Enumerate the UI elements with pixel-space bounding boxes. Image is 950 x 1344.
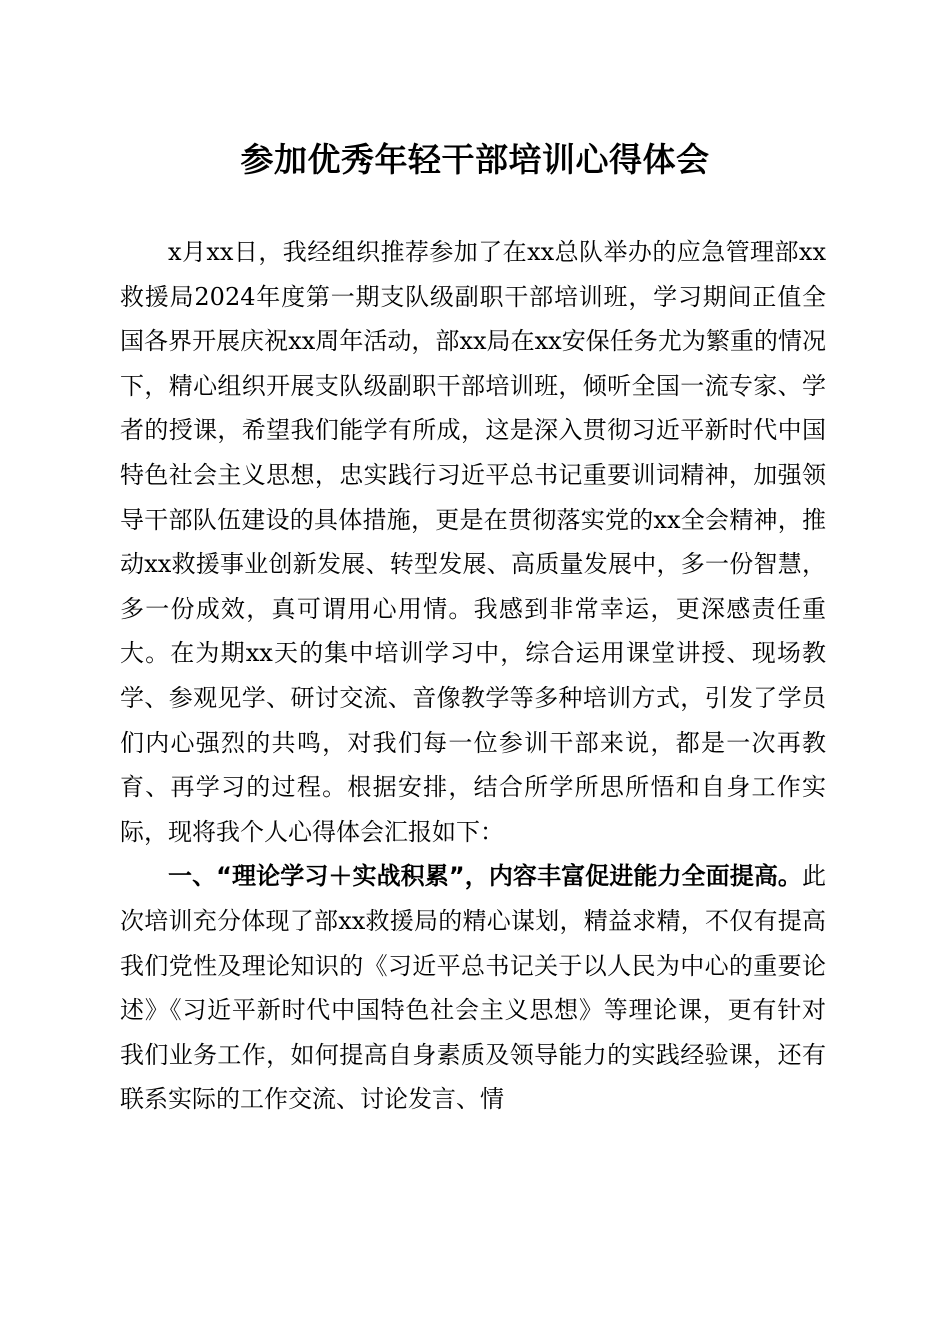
intro-paragraph: x月xx日，我经组织推荐参加了在xx总队举办的应急管理部xx救援局2024年度第一期支队级副职干部培训班，学习期间正值全国各界开展庆祝xx周年活动，部xx局在xx安保任务尤为繁重的情况下，精心组织开展支队级副职干部培训班，倾听全国一流专家、学者的授课，希望我们能学有所成，这是深入贯彻习近平新时代中国特色社会主义思想，忠实践行习近平总书记重要训词精神，加强领导干部队伍建设的具体措施，更是在贯彻落实党的xx全会精神，推动xx救援事业创新发展、转型发展、高质量发展中，多一份智慧，多一份成效，真可谓用心用情。我感到非常幸运，更深感责任重大。在为期xx天的集中培训学习中，综合运用课堂讲授、现场教学、参观见学、研讨交流、音像教学等多种培训方式，引发了学员们内心强烈的共鸣，对我们每一位参训干部来说，都是一次再教育、再学习的过程。根据安排，结合所学所思所悟和自身工作实际，现将我个人心得体会汇报如下： — [120, 238, 826, 846]
section-one-text: 此次培训充分体现了部xx救援局的精心谋划，精益求精，不仅有提高我们党性及理论知识的《习近平总书记关于以人民为中心的重要论述》《习近平新时代中国特色社会主义思想》等理论课，更有针对我们业务工作，如何提高自身素质及领导能力的实践经验课，还有联系实际的工作交流、讨论发言、情 — [120, 862, 826, 1114]
section-one-paragraph — [120, 854, 826, 1122]
document-title: 参加优秀年轻干部培训心得体会 — [240, 140, 710, 179]
document-body — [120, 230, 826, 1122]
section-one-heading: 一、“理论学习＋实战积累”，内容丰富促进能力全面提高。 — [168, 862, 802, 891]
